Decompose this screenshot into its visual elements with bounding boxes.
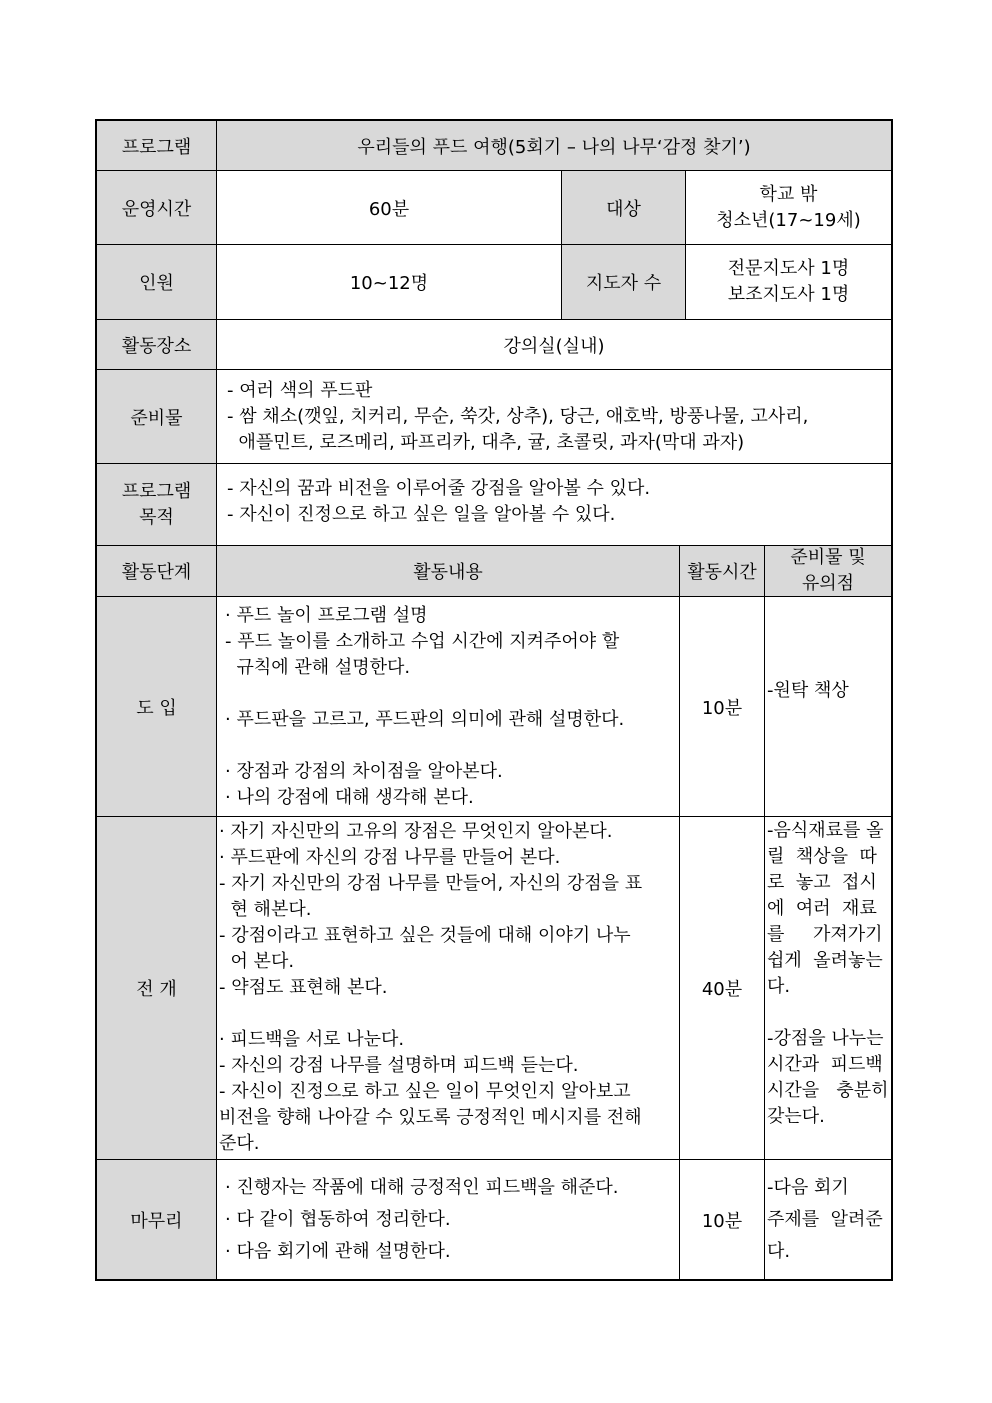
text-line: 규칙에 관해 설명한다. [225,656,411,678]
place-label: 활동장소 [121,335,192,357]
text-line: - 강점이라고 표현하고 싶은 것들에 대해 이야기 나누 [219,925,631,946]
stage-cell [96,816,217,1160]
notes-cell [764,596,892,817]
text-line: 에 여러 재료 [767,898,877,919]
col-notes-header [764,545,892,597]
program-value-cell [216,120,892,171]
text-line: 다. [767,1240,791,1262]
text-line: 쉽게 올려놓는 [767,950,883,971]
text-line [225,681,679,707]
text-line: - 자신이 진정으로 하고 싶은 일이 무엇인지 알아보고 [219,1081,631,1102]
text-line: 로 놓고 접시 [767,872,877,893]
text-line: 보조지도사 1명 [727,284,850,305]
text-line: - 자기 자신만의 강점 나무를 만들어, 자신의 강점을 표 [219,873,643,894]
text-line: -원탁 책상 [767,680,849,701]
time-cell [679,596,765,817]
leaders-label: 지도자 수 [585,273,662,294]
notes-cell [764,1159,892,1280]
place-value: 강의실(실내) [503,335,605,357]
goal-label-cell [96,463,217,546]
materials-value-cell [216,369,892,464]
text-line: 학교 밖 [759,183,818,205]
text-line: · 장점과 강점의 차이점을 알아본다. [225,760,503,782]
text-line: 비전을 향해 나아갈 수 있도록 긍정적인 메시지를 전해 [219,1107,642,1128]
time-value: 10분 [701,697,743,719]
text-line: 현 해본다. [219,899,312,920]
time-value: 10분 [701,1210,743,1232]
text-line: · 푸드판을 고르고, 푸드판의 의미에 관해 설명한다. [225,708,625,730]
stage-label: 전 개 [136,979,177,1000]
notes-cell [764,816,892,1160]
text-line: 다. [767,976,791,997]
goal-value-cell [216,463,892,546]
text-line: - 푸드 놀이를 소개하고 수업 시간에 지켜주어야 할 [225,630,620,652]
time-cell [679,1159,765,1280]
leaders-label-cell [561,244,686,320]
target-label: 대상 [606,198,641,220]
col-stage-header [96,545,217,597]
col-time-label: 활동시간 [687,562,757,583]
stage-label: 도 입 [136,697,177,719]
program-label-cell [96,120,217,171]
text-line: 청소년(17~19세) [716,209,861,231]
time-value-cell [216,170,562,245]
text-line: - 약점도 표현해 본다. [219,977,388,998]
target-label-cell [561,170,686,245]
col-stage-label: 활동단계 [121,562,192,583]
people-value-cell [216,244,562,320]
stage-label: 마무리 [130,1210,183,1232]
text-line: 릴 책상을 따 [767,846,877,867]
text-line: 갖는다. [767,1106,825,1127]
col-content-label: 활동내용 [413,562,483,583]
text-line [767,1000,889,1026]
leaders-value-cell [685,244,892,320]
text-line: 시간을 충분히 [767,1080,889,1101]
time-label: 운영시간 [121,198,192,220]
text-line [219,1001,679,1027]
time-value: 60분 [368,198,410,220]
program-label: 프로그램 [121,136,192,158]
content-cell [216,1159,680,1280]
col-content-header [216,545,680,597]
text-line: · 푸드판에 자신의 강점 나무를 만들어 본다. [219,847,561,868]
stage-cell [96,1159,217,1280]
text-line: 전문지도사 1명 [727,258,850,279]
text-line: · 피드백을 서로 나눈다. [219,1029,405,1050]
text-line: 어 본다. [219,951,295,972]
text-line: -강점을 나누는 [767,1028,884,1049]
text-line: 주제를 알려준 [767,1208,883,1230]
people-label: 인원 [139,273,174,294]
text-line: · 다 같이 협동하여 정리한다. [225,1208,451,1230]
text-line: 목적 [139,506,174,528]
text-line: -음식재료를 올 [767,820,884,841]
time-cell [679,816,765,1160]
people-value: 10~12명 [349,273,429,294]
text-line: - 자신의 꿈과 비전을 이루어줄 강점을 알아볼 수 있다. [227,478,651,499]
text-line: 준비물 및 [790,547,866,568]
text-line: · 푸드 놀이 프로그램 설명 [225,604,428,626]
text-line: 프로그램 [121,480,192,502]
text-line: · 진행자는 작품에 대해 긍정적인 피드백을 해준다. [225,1176,619,1198]
text-line: - 자신이 진정으로 하고 싶은 일을 알아볼 수 있다. [227,504,616,525]
text-line: -다음 회기 [767,1176,849,1198]
text-line [225,733,679,759]
text-line: · 자기 자신만의 고유의 장점은 무엇인지 알아본다. [219,821,613,842]
content-cell [216,596,680,817]
materials-label: 준비물 [130,407,183,429]
text-line: 애플민트, 로즈메리, 파프리카, 대추, 귤, 초콜릿, 과자(막대 과자) [227,431,745,453]
text-line: - 쌈 채소(깻잎, 치커리, 무순, 쑥갓, 상추), 당근, 애호박, 방풍나물, 고사리, [227,405,809,427]
time-label-cell [96,170,217,245]
target-value-cell [685,170,892,245]
text-line: 를 가져가기 [767,924,883,945]
text-line: 유의점 [801,573,855,594]
people-label-cell [96,244,217,320]
materials-label-cell [96,369,217,464]
content-cell [216,816,680,1160]
text-line: · 다음 회기에 관해 설명한다. [225,1240,451,1262]
text-line: · 나의 강점에 대해 생각해 본다. [225,786,474,808]
text-line: 준다. [219,1133,260,1154]
time-value: 40분 [701,979,743,1000]
program-title: 우리들의 푸드 여행(5회기 – 나의 나무‘감정 찾기’) [357,136,751,158]
place-value-cell [216,319,892,370]
text-line: - 여러 색의 푸드판 [227,379,373,401]
col-time-header [679,545,765,597]
stage-cell [96,596,217,817]
text-line: 시간과 피드백 [767,1054,883,1075]
text-line: - 자신의 강점 나무를 설명하며 피드백 듣는다. [219,1055,579,1076]
place-label-cell [96,319,217,370]
